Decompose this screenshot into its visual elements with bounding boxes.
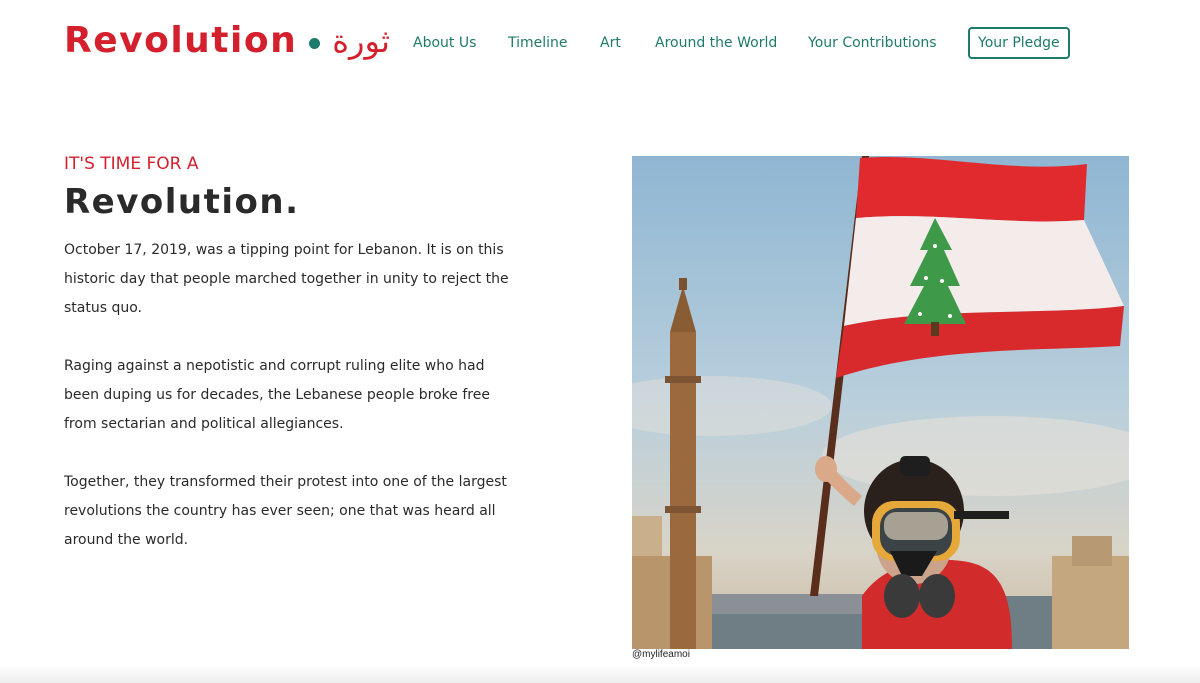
nav-about-us[interactable]: About Us [413, 35, 477, 51]
bottom-edge-shadow [0, 665, 1200, 683]
nav-your-contributions[interactable]: Your Contributions [808, 35, 937, 51]
your-pledge-button[interactable]: Your Pledge [968, 27, 1070, 59]
hero-kicker: IT'S TIME FOR A [64, 154, 199, 174]
site-logo[interactable] [64, 18, 390, 64]
logo-arabic-wordmark: ثورة [332, 22, 390, 60]
hero-headline: Revolution. [64, 182, 300, 222]
hero-copy [64, 236, 514, 584]
hero-paragraph: October 17, 2019, was a tipping point for Lebanon. It is on this historic day that people marched together in unity to reject the status quo. [64, 242, 509, 316]
protester-flag-photo [632, 156, 1129, 649]
nav-around-the-world[interactable]: Around the World [655, 35, 778, 51]
hero-paragraph: Raging against a nepotistic and corrupt ruling elite who had been duping us for decades, the Lebanese people broke free from sectarian and political allegiances. [64, 358, 490, 432]
hero-paragraph: Together, they transformed their protest into one of the largest revolutions the country has ever seen; one that was heard all around the world. [64, 474, 507, 548]
nav-timeline[interactable]: Timeline [508, 35, 568, 51]
hero-photo [632, 156, 1129, 649]
logo-dot-icon [309, 38, 320, 49]
photo-credit: @mylifeamoi [632, 649, 690, 660]
nav-art[interactable]: Art [600, 35, 621, 51]
logo-wordmark: Revolution [64, 20, 298, 61]
